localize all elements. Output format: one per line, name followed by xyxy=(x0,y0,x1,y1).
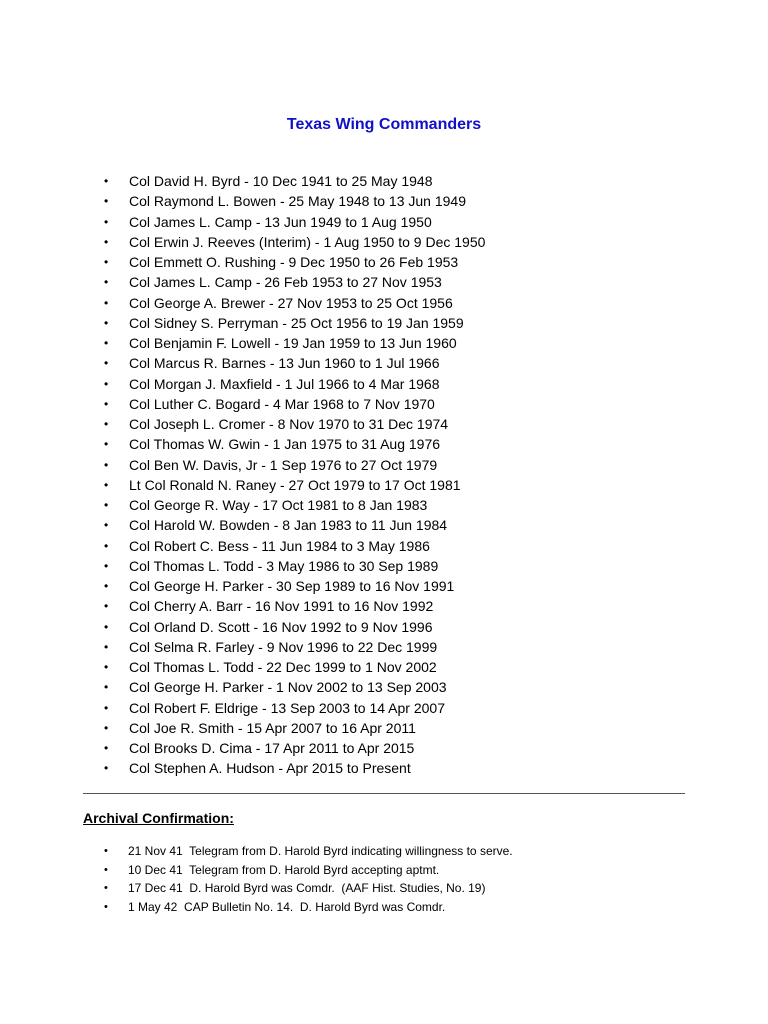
bullet-icon: • xyxy=(104,619,109,634)
commander-item-text: Col James L. Camp - 13 Jun 1949 to 1 Aug 1950 xyxy=(129,213,432,230)
archival-item-text: 17 Dec 41 D. Harold Byrd was Comdr. (AAF Hist. Studies, No. 19) xyxy=(128,881,486,895)
commander-item-text: Col Benjamin F. Lowell - 19 Jan 1959 to 13 Jun 1960 xyxy=(129,335,457,351)
commander-item-text: Col George A. Brewer - 27 Nov 1953 to 25 Oct 1956 xyxy=(129,294,453,311)
archival-item xyxy=(0,861,700,880)
commander-item xyxy=(0,637,700,657)
bullet-icon: • xyxy=(104,900,108,913)
bullet-icon: • xyxy=(104,720,109,735)
commander-item-text: Col George H. Parker - 1 Nov 2002 to 13 Sep 2003 xyxy=(129,679,447,696)
commander-item-text: Col Thomas L. Todd - 3 May 1986 to 30 Sep 1989 xyxy=(129,557,439,574)
archival-item-text: 21 Nov 41 Telegram from D. Harold Byrd indicating willingness to serve. xyxy=(128,844,513,858)
commander-item-text: Col Stephen A. Hudson - Apr 2015 to Present xyxy=(129,760,411,777)
bullet-icon: • xyxy=(104,417,109,431)
bullet-icon: • xyxy=(104,255,109,269)
commander-item-text: Col Cherry A. Barr - 16 Nov 1991 to 16 Nov 1992 xyxy=(129,598,434,615)
bullet-icon: • xyxy=(104,498,109,512)
commander-item xyxy=(0,617,700,637)
commander-item-text: Col Robert F. Eldrige - 13 Sep 2003 to 14 Apr 2007 xyxy=(129,699,445,716)
horizontal-divider xyxy=(83,793,685,794)
commander-item xyxy=(0,293,700,313)
commander-item xyxy=(0,212,700,232)
bullet-icon: • xyxy=(104,882,108,894)
bullet-icon: • xyxy=(104,214,109,229)
commander-item-text: Col Orland D. Scott - 16 Nov 1992 to 9 Nov 1996 xyxy=(129,618,433,635)
commander-item-text: Col Marcus R. Barnes - 13 Jun 1960 to 1 Jul 1966 xyxy=(129,355,440,372)
commander-item-text: Col Robert C. Bess - 11 Jun 1984 to 3 May 1986 xyxy=(129,537,430,554)
commander-item-text: Col Joe R. Smith - 15 Apr 2007 to 16 Apr 2011 xyxy=(129,719,416,736)
archival-heading: Archival Confirmation: xyxy=(83,810,234,826)
commander-item-text: Col Ben W. Davis, Jr - 1 Sep 1976 to 27 Oct 1979 xyxy=(129,456,438,473)
archival-item xyxy=(0,879,700,898)
commander-item xyxy=(0,515,700,535)
commander-item xyxy=(0,677,700,697)
archival-item xyxy=(0,898,700,917)
bullet-icon: • xyxy=(104,174,109,188)
commander-item-text: Col George R. Way - 17 Oct 1981 to 8 Jan 1983 xyxy=(129,497,428,513)
commander-item-text: Col Morgan J. Maxfield - 1 Jul 1966 to 4 Mar 1968 xyxy=(129,375,440,392)
archival-item-text: 10 Dec 41 Telegram from D. Harold Byrd accepting aptmt. xyxy=(128,862,440,877)
commander-item xyxy=(0,252,700,272)
commander-item xyxy=(0,353,700,373)
commander-item-text: Col David H. Byrd - 10 Dec 1941 to 25 May 1948 xyxy=(129,173,433,189)
bullet-icon: • xyxy=(104,639,109,654)
commanders-list xyxy=(0,171,700,779)
bullet-icon: • xyxy=(104,396,109,411)
commander-item xyxy=(0,758,700,778)
commander-item xyxy=(0,191,700,211)
commander-item-text: Lt Col Ronald N. Raney - 27 Oct 1979 to 17 Oct 1981 xyxy=(129,476,461,493)
bullet-icon: • xyxy=(104,845,108,857)
commander-item-text: Col Thomas W. Gwin - 1 Jan 1975 to 31 Aug 1976 xyxy=(129,436,441,453)
bullet-icon: • xyxy=(104,538,109,553)
commander-item xyxy=(0,698,700,718)
bullet-icon: • xyxy=(104,477,109,492)
page-title: Texas Wing Commanders xyxy=(286,116,482,133)
commander-item xyxy=(0,272,700,292)
bullet-icon: • xyxy=(104,660,109,674)
bullet-icon: • xyxy=(104,700,109,715)
commander-item xyxy=(0,434,700,454)
bullet-icon: • xyxy=(104,680,109,695)
bullet-icon: • xyxy=(104,437,109,452)
commander-item-text: Col Thomas L. Todd - 22 Dec 1999 to 1 Nov 2002 xyxy=(129,659,437,675)
bullet-icon: • xyxy=(104,295,109,310)
commander-item xyxy=(0,738,700,758)
bullet-icon: • xyxy=(104,336,109,350)
commander-item xyxy=(0,495,700,515)
bullet-icon: • xyxy=(104,579,109,593)
bullet-icon: • xyxy=(104,315,109,330)
commander-item-text: Col Harold W. Bowden - 8 Jan 1983 to 11 Jun 1984 xyxy=(129,517,448,534)
bullet-icon: • xyxy=(104,863,108,876)
commander-item xyxy=(0,333,700,353)
bullet-icon: • xyxy=(104,457,109,472)
commander-item xyxy=(0,556,700,576)
bullet-icon: • xyxy=(104,376,109,391)
commander-item xyxy=(0,718,700,738)
commander-item xyxy=(0,232,700,252)
commander-item-text: Col Erwin J. Reeves (Interim) - 1 Aug 1950 to 9 Dec 1950 xyxy=(129,233,486,250)
bullet-icon: • xyxy=(104,761,109,776)
bullet-icon: • xyxy=(104,518,109,533)
bullet-icon: • xyxy=(104,741,109,755)
commander-item xyxy=(0,576,700,596)
archival-item-text: 1 May 42 CAP Bulletin No. 14. D. Harold Byrd was Comdr. xyxy=(128,899,446,914)
commander-item xyxy=(0,455,700,475)
commander-item-text: Col Selma R. Farley - 9 Nov 1996 to 22 Dec 1999 xyxy=(129,638,438,655)
archival-item xyxy=(0,842,700,861)
commander-item-text: Col Raymond L. Bowen - 25 May 1948 to 13 Jun 1949 xyxy=(129,193,466,210)
bullet-icon: • xyxy=(104,356,109,371)
bullet-icon: • xyxy=(104,599,109,614)
bullet-icon: • xyxy=(104,275,109,290)
commander-item xyxy=(0,414,700,434)
commander-item xyxy=(0,374,700,394)
commander-item xyxy=(0,394,700,414)
commander-item xyxy=(0,657,700,677)
commander-item xyxy=(0,475,700,495)
bullet-icon: • xyxy=(104,194,109,209)
commander-item-text: Col Joseph L. Cromer - 8 Nov 1970 to 31 Dec 1974 xyxy=(129,416,449,432)
commander-item-text: Col Emmett O. Rushing - 9 Dec 1950 to 26 Feb 1953 xyxy=(129,254,459,270)
bullet-icon: • xyxy=(104,234,109,249)
commander-item-text: Col Luther C. Bogard - 4 Mar 1968 to 7 Nov 1970 xyxy=(129,395,435,412)
commander-item xyxy=(0,596,700,616)
commander-item-text: Col George H. Parker - 30 Sep 1989 to 16 Nov 1991 xyxy=(129,578,455,594)
commander-item xyxy=(0,171,700,191)
bullet-icon: • xyxy=(104,558,109,573)
commander-item-text: Col James L. Camp - 26 Feb 1953 to 27 Nov 1953 xyxy=(129,274,442,291)
commander-item xyxy=(0,313,700,333)
commander-item xyxy=(0,536,700,556)
archival-list xyxy=(0,842,700,916)
commander-item-text: Col Brooks D. Cima - 17 Apr 2011 to Apr 2015 xyxy=(129,740,415,756)
commander-item-text: Col Sidney S. Perryman - 25 Oct 1956 to 19 Jan 1959 xyxy=(129,314,464,331)
